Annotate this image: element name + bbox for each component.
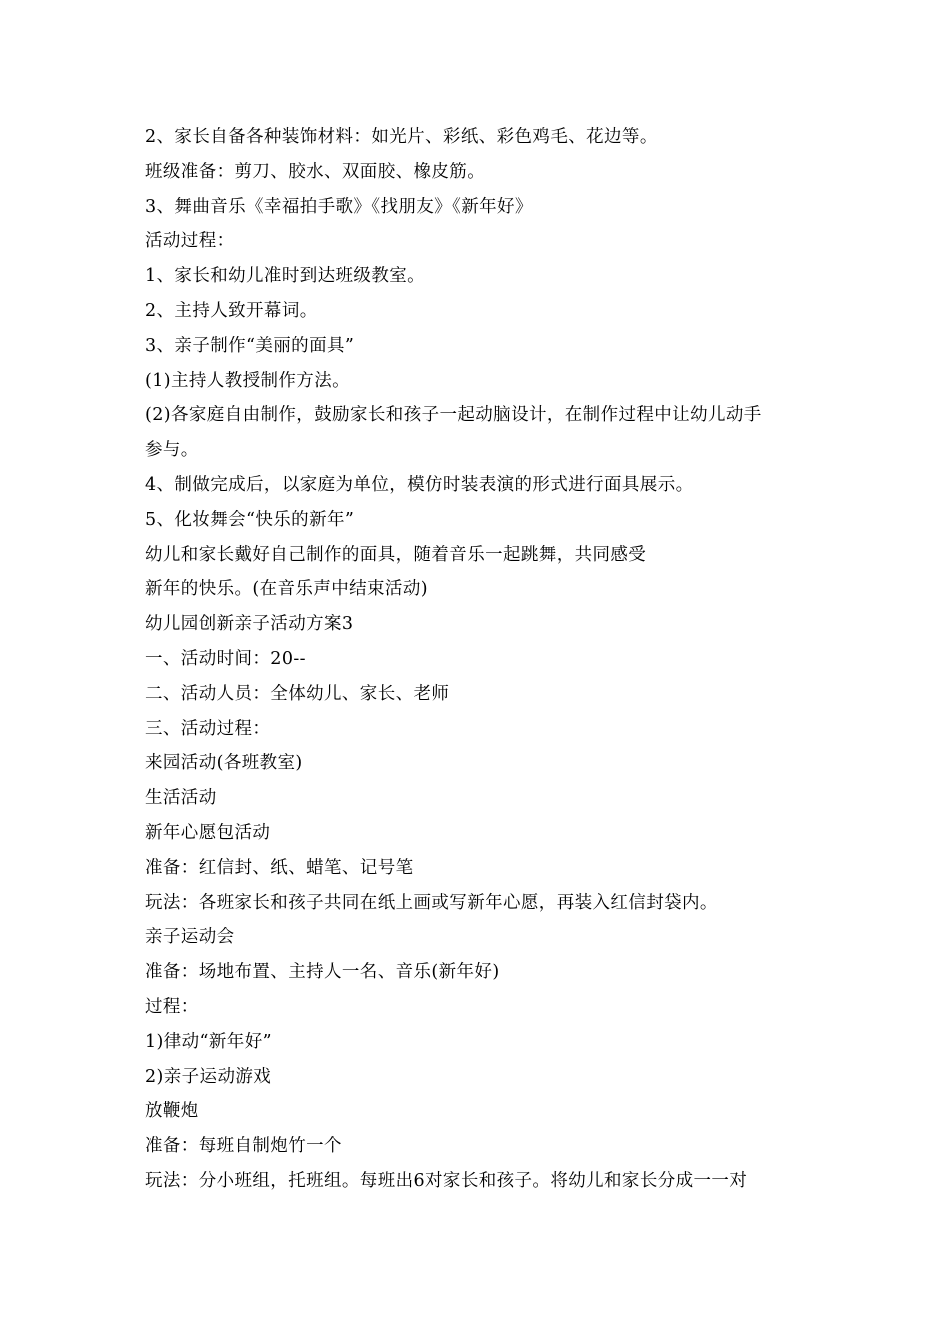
text-line: 参与。	[145, 440, 199, 461]
text-line: 三、活动过程：	[145, 718, 271, 739]
text-line: (2)各家庭自由制作，鼓励家长和孩子一起动脑设计，在制作过程中让幼儿动手	[145, 405, 762, 426]
text-line: 放鞭炮	[145, 1101, 199, 1122]
text-line: 过程：	[145, 996, 199, 1017]
text-line: 2)亲子运动游戏	[145, 1066, 272, 1087]
text-line: 新年心愿包活动	[145, 822, 271, 843]
text-line: (1)主持人教授制作方法。	[145, 370, 350, 391]
text-line: 5、化妆舞会“快乐的新年”	[145, 509, 355, 530]
text-line: 生活活动	[145, 788, 217, 809]
text-line: 3、亲子制作“美丽的面具”	[145, 335, 355, 356]
text-line: 1)律动“新年好”	[145, 1031, 272, 1052]
text-line: 1、家长和幼儿准时到达班级教室。	[145, 266, 426, 287]
section-title: 幼儿园创新亲子活动方案3	[145, 614, 354, 635]
text-line: 2、主持人致开幕词。	[145, 300, 318, 321]
text-line: 来园活动(各班教室)	[145, 753, 303, 774]
section-heading: 活动过程：	[145, 231, 235, 252]
text-line: 玩法：各班家长和孩子共同在纸上画或写新年心愿，再装入红信封袋内。	[145, 892, 718, 913]
document-body	[145, 120, 825, 1199]
text-line: 准备：场地布置、主持人一名、音乐(新年好)	[145, 962, 500, 983]
text-line: 班级准备：剪刀、胶水、双面胶、橡皮筋。	[145, 161, 486, 182]
text-line: 亲子运动会	[145, 927, 235, 948]
text-line: 新年的快乐。(在音乐声中结束活动)	[145, 579, 428, 600]
text-line: 一、活动时间：20--	[145, 648, 306, 669]
text-line: 4、制做完成后，以家庭为单位，模仿时装表演的形式进行面具展示。	[145, 474, 694, 495]
text-line: 准备：每班自制炮竹一个	[145, 1136, 342, 1157]
text-line: 幼儿和家长戴好自己制作的面具，随着音乐一起跳舞，共同感受	[145, 544, 647, 565]
text-line: 玩法：分小班组，托班组。每班出6对家长和孩子。将幼儿和家长分成一一对	[145, 1170, 748, 1191]
text-line: 准备：红信封、纸、蜡笔、记号笔	[145, 857, 414, 878]
text-line: 3、舞曲音乐《幸福拍手歌》《找朋友》《新年好》	[145, 196, 533, 217]
text-line: 二、活动人员：全体幼儿、家长、老师	[145, 683, 450, 704]
text-line: 2、家长自备各种装饰材料：如光片、彩纸、彩色鸡毛、花边等。	[145, 127, 658, 147]
